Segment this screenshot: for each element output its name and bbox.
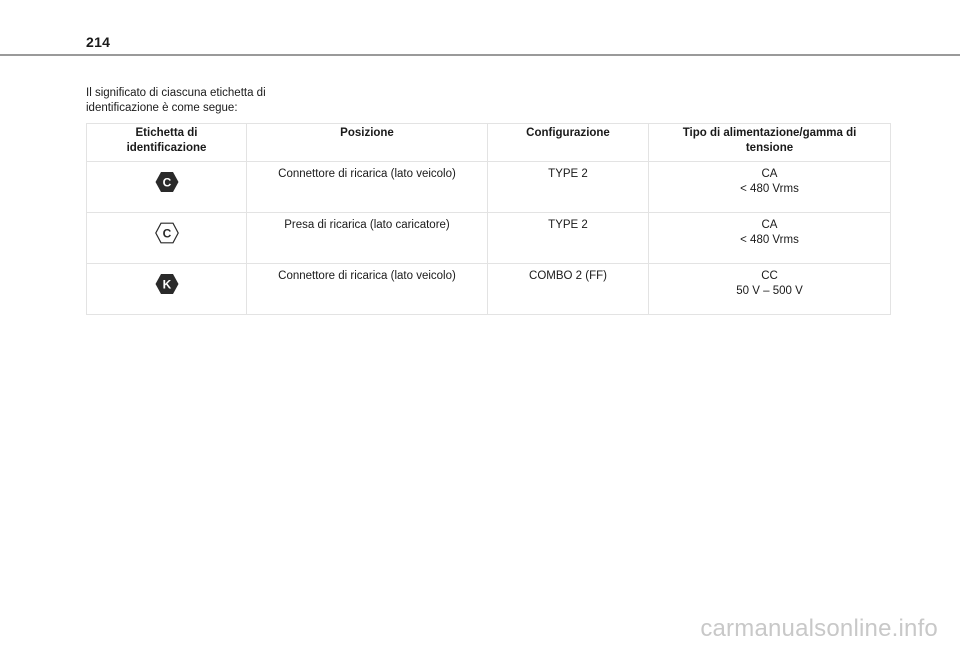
supply-type: CA: [761, 219, 778, 231]
table-row: [87, 213, 891, 264]
page-number: 214: [86, 34, 111, 50]
icon-letter: K: [162, 277, 171, 292]
watermark[interactable]: carmanualsonline.info: [700, 615, 938, 642]
hexagon-c-filled-icon: [155, 171, 179, 193]
voltage-range: < 480 Vrms: [740, 183, 799, 195]
supply-type: CA: [761, 168, 778, 180]
hexagon-k-filled-icon: [155, 273, 179, 295]
header-supply-line1: Tipo di alimentazione/gamma di: [682, 127, 857, 139]
header-position: Posizione: [247, 124, 488, 162]
position-cell: Connettore di ricarica (lato veicolo): [247, 162, 488, 213]
table-row: [87, 264, 891, 315]
voltage-range: < 480 Vrms: [740, 234, 799, 246]
icon-letter: C: [162, 175, 171, 190]
hexagon-c-outline-icon: [155, 222, 179, 244]
position-cell: Connettore di ricarica (lato veicolo): [247, 264, 488, 315]
header-configuration: Configurazione: [488, 124, 649, 162]
header-supply: [649, 124, 891, 162]
intro-text: Il significato di ciascuna etichetta di identificazione è come segue:: [86, 87, 266, 114]
header-supply-line2: tensione: [745, 142, 794, 154]
header-label-line1: Etichetta di: [135, 127, 198, 139]
label-cell: [87, 162, 247, 213]
table-row: [87, 162, 891, 213]
configuration-cell: COMBO 2 (FF): [488, 264, 649, 315]
supply-cell: [649, 162, 891, 213]
header-rule: [0, 54, 960, 56]
supply-cell: [649, 264, 891, 315]
identification-label-table: [86, 123, 891, 315]
configuration-cell: TYPE 2: [488, 213, 649, 264]
supply-cell: [649, 213, 891, 264]
header-label: [87, 124, 247, 162]
position-cell: Presa di ricarica (lato caricatore): [247, 213, 488, 264]
table-header-row: [87, 124, 891, 162]
voltage-range: 50 V – 500 V: [736, 285, 803, 297]
label-cell: [87, 264, 247, 315]
icon-letter: C: [162, 226, 171, 241]
header-label-line2: identificazione: [126, 142, 207, 154]
label-cell: [87, 213, 247, 264]
configuration-cell: TYPE 2: [488, 162, 649, 213]
supply-type: CC: [761, 270, 778, 282]
